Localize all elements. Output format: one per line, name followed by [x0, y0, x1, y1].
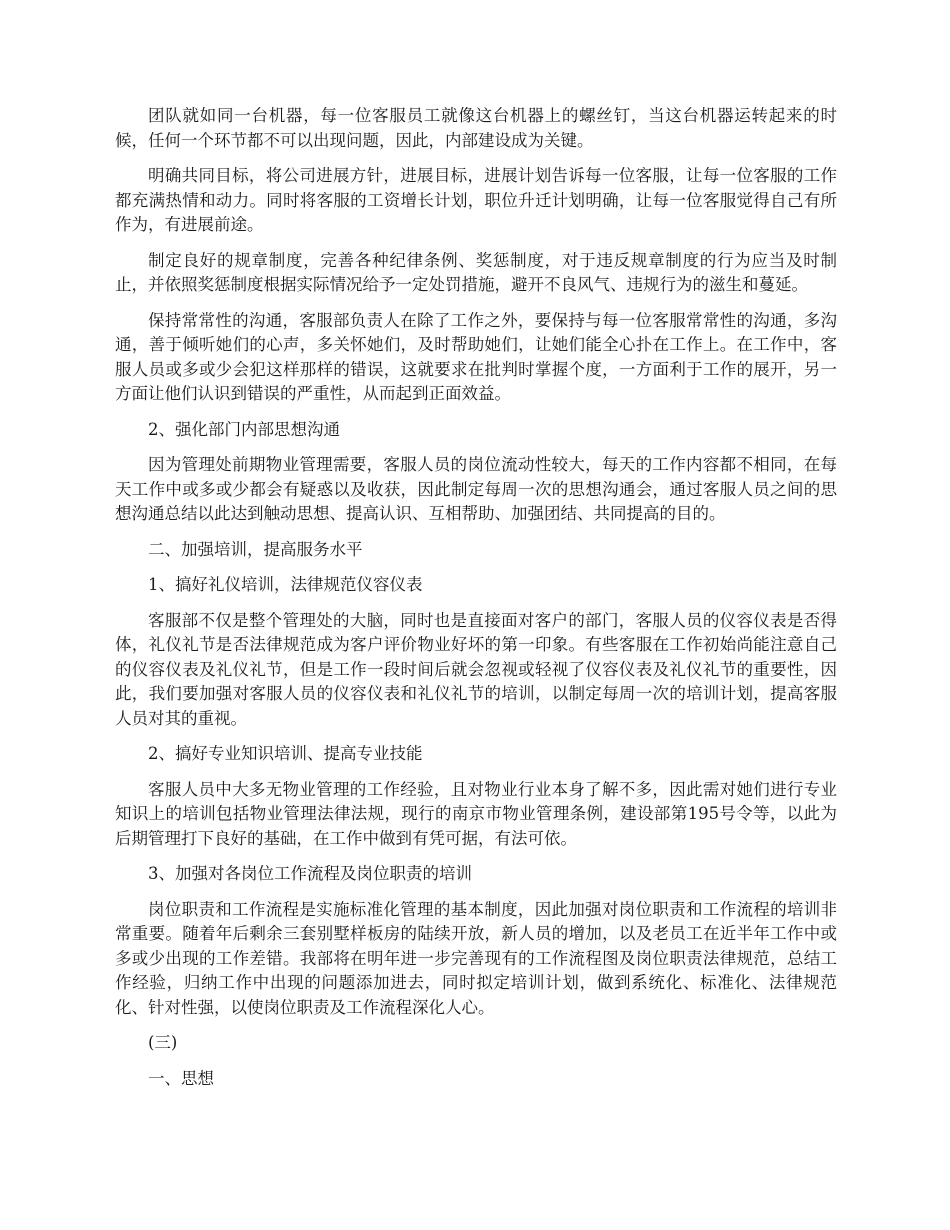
paragraph-professional-knowledge: 客服人员中大多无物业管理的工作经验，且对物业行业本身了解不多，因此需对她们进行专业知识上的培训包括物业管理法律法规，现行的南京市物业管理条例，建设部第195号令等，以此为后期管理打下良好的基础，在工作中做到有凭可据，有法可依。	[115, 779, 837, 848]
heading-thought: 一、思想	[148, 1068, 214, 1088]
document-body	[115, 104, 837, 1102]
paragraph-weekly-meeting: 因为管理处前期物业管理需要，客服人员的岗位流动性较大，每天的工作内容都不相同，在每天工作中或多或少都会有疑惑以及收获，因此制定每周一次的思想沟通会，通过客服人员之间的思想沟通总结以此达到触动思想、提高认识、互相帮助、加强团结、共同提高的目的。	[115, 455, 837, 523]
heading-internal-communication: 2、强化部门内部思想沟通	[148, 419, 340, 439]
paragraph-rules-system: 制定良好的规章制度，完善各种纪律条例、奖惩制度，对于违反规章制度的行为应当及时制止，并依照奖惩制度根据实际情况给予一定处罚措施，避开不良风气、违规行为的滋生和蔓延。	[115, 250, 837, 294]
paragraph-etiquette: 客服部不仅是整个管理处的大脑，同时也是直接面对客户的部门，客服人员的仪容仪表是否得体，礼仪礼节是否法律规范成为客户评价物业好坏的第一印象。有些客服在工作初始尚能注意自己的仪容仪表及礼仪礼节，但是工作一段时间后就会忽视或轻视了仪容仪表及礼仪礼节的重要性，因此，我们要加强对客服人员的仪容仪表和礼仪礼节的培训，以制定每周一次的培训计划，提高客服人员对其的重视。	[115, 610, 837, 728]
paragraph-regular-communication: 保持常常性的沟通，客服部负责人在除了工作之外，要保持与每一位客服常常性的沟通，多沟通，善于倾听她们的心声，多关怀她们，及时帮助她们，让她们能全心扑在工作上。在工作中，客服人员或多或少会犯这样那样的错误，这就要求在批判时掌握个度，一方面利于工作的展开，另一方面让他们认识到错误的严重性，从而起到正面效益。	[115, 310, 837, 403]
heading-section-three: (三)	[148, 1033, 178, 1052]
paragraph-workflow-duties: 岗位职责和工作流程是实施标准化管理的基本制度，因此加强对岗位职责和工作流程的培训非常重要。随着年后剩余三套别墅样板房的陆续开放，新人员的增加，以及老员工在近半年工作中或多或少出现的工作差错。我部将在明年进一步完善现有的工作流程图及岗位职责法律规范，总结工作经验，归纳工作中出现的问题添加进去，同时拟定培训计划，做到系统化、标准化、法律规范化、针对性强，以使岗位职责及工作流程深化人心。	[115, 899, 837, 1017]
heading-professional-training: 2、搞好专业知识培训、提高专业技能	[148, 744, 423, 763]
heading-workflow-training: 3、加强对各岗位工作流程及岗位职责的培训	[148, 864, 472, 883]
heading-strengthen-training: 二、加强培训，提高服务水平	[148, 539, 363, 559]
paragraph-common-goal: 明确共同目标，将公司进展方针，进展目标，进展计划告诉每一位客服，让每一位客服的工作都充满热情和动力。同时将客服的工资增长计划，职位升迁计划明确，让每一位客服觉得自己有所作为，有进展前途。	[115, 166, 837, 234]
heading-etiquette-training: 1、搞好礼仪培训，法律规范仪容仪表	[148, 575, 423, 594]
paragraph-team-machine: 团队就如同一台机器，每一位客服员工就像这台机器上的螺丝钉，当这台机器运转起来的时候，任何一个环节都不可以出现问题，因此，内部建设成为关键。	[115, 106, 837, 150]
